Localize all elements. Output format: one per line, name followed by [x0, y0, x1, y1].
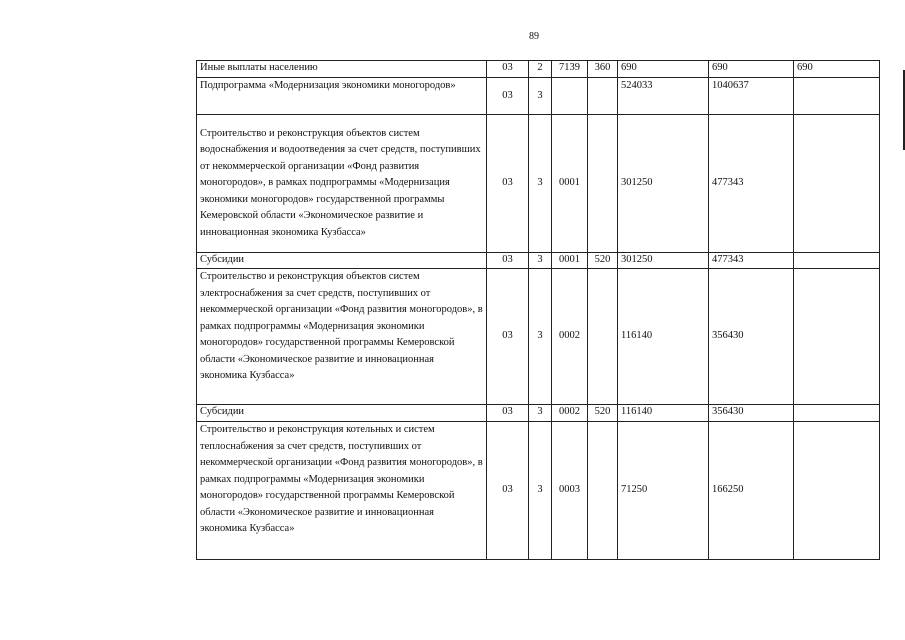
amount-year-2: 166250 — [709, 422, 794, 560]
amount-year-1: 301250 — [618, 253, 709, 269]
subprogram-code: 3 — [529, 78, 552, 115]
subprogram-code: 3 — [529, 269, 552, 405]
amount-year-3 — [794, 115, 880, 253]
amount-year-3 — [794, 422, 880, 560]
table-row — [197, 115, 880, 253]
expense-type-code: 360 — [588, 61, 618, 78]
amount-year-1: 116140 — [618, 269, 709, 405]
subprogram-code: 3 — [529, 422, 552, 560]
expense-type-code: 520 — [588, 405, 618, 422]
table-row — [197, 269, 880, 405]
section-code: 03 — [487, 269, 529, 405]
row-name: Субсидии — [197, 253, 487, 269]
expense-type-code — [588, 78, 618, 115]
measure-code: 0002 — [552, 269, 588, 405]
measure-code: 0003 — [552, 422, 588, 560]
subprogram-code: 3 — [529, 115, 552, 253]
measure-code: 0001 — [552, 115, 588, 253]
row-name: Подпрограмма «Модернизация экономики моногородов» — [197, 78, 487, 115]
row-name: Строительство и реконструкция котельных и систем теплоснабжения за счет средств, поступивших от некоммерческой организации «Фонд развития моногородов», в рамках подпрограммы «Модернизация экономики моногородов» государственной программы Кемеровской области «Экономическое развитие и инновационная экономика Кузбасса» — [197, 422, 487, 560]
expense-type-code: 520 — [588, 253, 618, 269]
amount-year-1: 301250 — [618, 115, 709, 253]
amount-year-2: 356430 — [709, 405, 794, 422]
amount-year-2: 690 — [709, 61, 794, 78]
measure-code — [552, 78, 588, 115]
amount-year-3 — [794, 269, 880, 405]
table-row — [197, 422, 880, 560]
section-code: 03 — [487, 422, 529, 560]
amount-year-3: 690 — [794, 61, 880, 78]
amount-year-1: 71250 — [618, 422, 709, 560]
expense-type-code — [588, 269, 618, 405]
table-row — [197, 405, 880, 422]
subprogram-code: 2 — [529, 61, 552, 78]
expense-type-code — [588, 115, 618, 253]
amount-year-1: 524033 — [618, 78, 709, 115]
page-number: 89 — [529, 31, 539, 42]
section-code: 03 — [487, 78, 529, 115]
section-code: 03 — [487, 405, 529, 422]
amount-year-3 — [794, 405, 880, 422]
expense-type-code — [588, 422, 618, 560]
amount-year-3 — [794, 78, 880, 115]
section-code: 03 — [487, 61, 529, 78]
amount-year-1: 116140 — [618, 405, 709, 422]
amount-year-2: 356430 — [709, 269, 794, 405]
table-row — [197, 61, 880, 78]
measure-code: 7139 — [552, 61, 588, 78]
subprogram-code: 3 — [529, 253, 552, 269]
section-code: 03 — [487, 253, 529, 269]
row-name: Иные выплаты населению — [197, 61, 487, 78]
section-code: 03 — [487, 115, 529, 253]
table-row — [197, 78, 880, 115]
amount-year-2: 1040637 — [709, 78, 794, 115]
measure-code: 0001 — [552, 253, 588, 269]
amount-year-1: 690 — [618, 61, 709, 78]
measure-code: 0002 — [552, 405, 588, 422]
row-name: Строительство и реконструкция объектов систем водоснабжения и водоотведения за счет средств, поступивших от некоммерческой организации «Фонд развития моногородов», в рамках подпрограммы «Модернизация экономики моногородов» государственной программы Кемеровской области «Экономическое развитие и инновационная экономика Кузбасса» — [197, 115, 487, 253]
row-name: Субсидии — [197, 405, 487, 422]
budget-table — [196, 60, 880, 560]
row-name: Строительство и реконструкция объектов систем электроснабжения за счет средств, поступивших от некоммерческой организации «Фонд развития моногородов», в рамках подпрограммы «Модернизация экономики моногородов» государственной программы Кемеровской области «Экономическое развитие и инновационная экономика Кузбасса» — [197, 269, 487, 405]
amount-year-3 — [794, 253, 880, 269]
amount-year-2: 477343 — [709, 253, 794, 269]
subprogram-code: 3 — [529, 405, 552, 422]
amount-year-2: 477343 — [709, 115, 794, 253]
table-row — [197, 253, 880, 269]
